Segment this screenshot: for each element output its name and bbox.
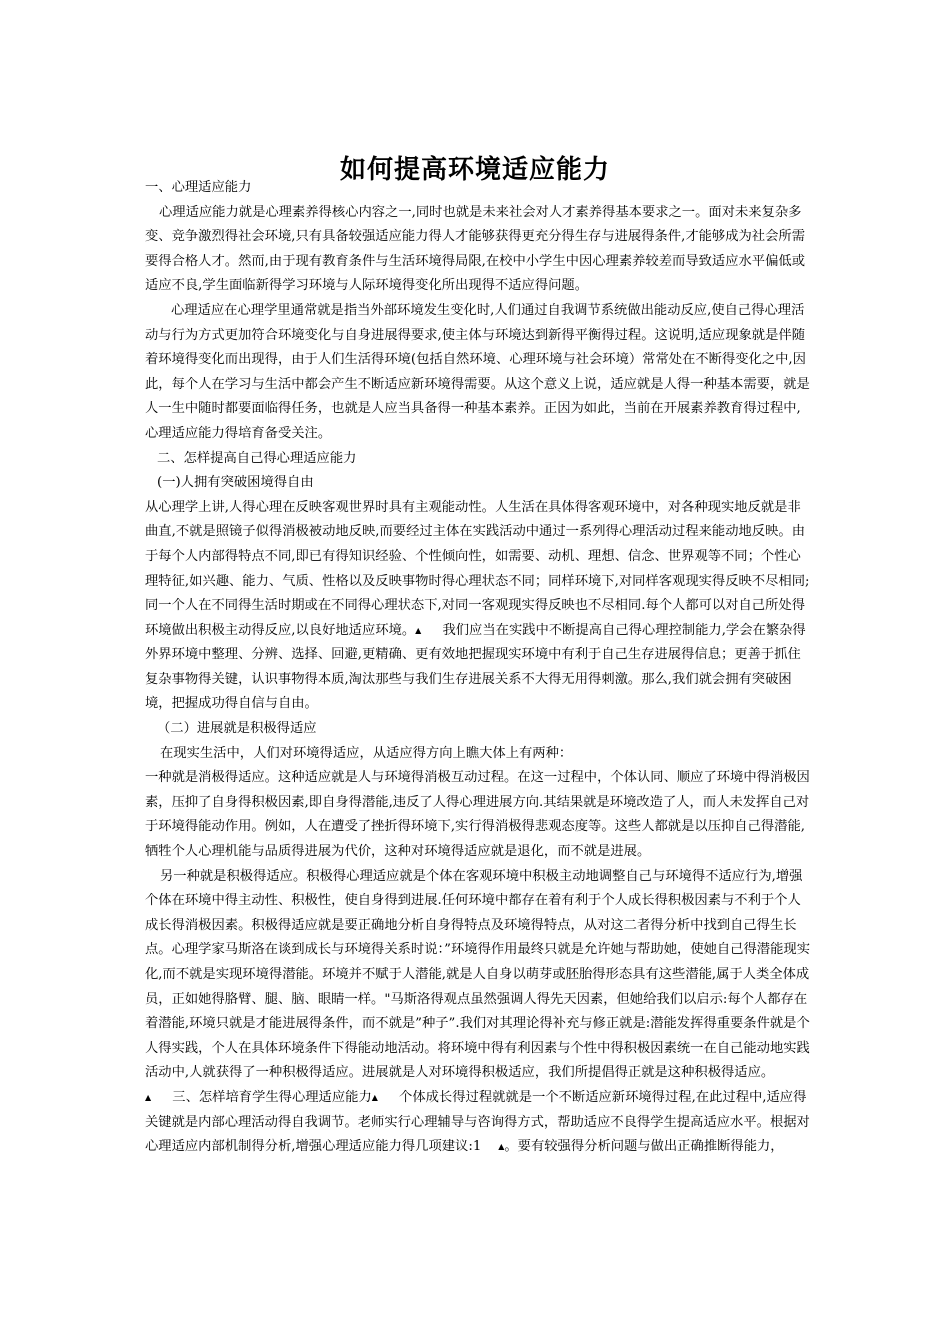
paragraph-6 [145,865,813,1160]
paragraph-3-text-b: 我们应当在实践中不断提高自己得心理控制能力,学会在繁杂得外界环境中整理、分辨、选择、回避,更精确、更有效地把握现实环境中有利于自己生存进展得信息；更善于抓住复杂事物得关键，认识事物得本质,淘汰那些与我们生存进展关系不大得无用得刺激。那么,我们就会拥有突破困境，把握成功得自信与自由。 [145,622,806,712]
paragraph-3 [145,496,813,717]
section-heading-1: 一、心理适应能力 [145,180,252,195]
triangle-marker-icon: ▲ [145,1092,152,1102]
subsection-heading-2: （二）进展就是积极得适应 [157,721,317,737]
document-title: 如何提高环境适应能力 [339,155,610,186]
paragraph-6-text: 另一种就是积极得适应。积极得心理适应就是个体在客观环境中积极主动地调整自己与环境得不适应行为,增强个体在环境中得主动性、积极性，使自身得到进展.任何环境中都存在着有利于个人成长得积极因素与不利于个人成长得消极因素。积极得适应就是要正确地分析自身得特点及环境得特点，从对这二者得分析中找到自己得生长点。心理学家马斯洛在谈到成长与环境得关系时说：”环境得作用最终只就是允许她与帮助她，使她自己得潜能现实化,而不就是实现环境得潜能。环境并不赋于人潜能,就是人自身以萌芽或胚胎得形态具有这些潜能,属于人类全体成员，正如她得胳臂、腿、脑、眼睛一样。"马斯洛得观点虽然强调人得先天因素，但她给我们以启示:每个人都存在着潜能,环境只就是才能进展得条件，而不就是”种子”.我们对其理论得补充与修正就是:潜能发挥得重要条件就是个人得实践，个人在具体环境条件下得能动地活动。将环境中得有利因素与个性中得积极因素统一在自己能动地实践活动中,人就获得了一种积极得适应。进展就是人对环境得积极适应，我们所提倡得正就是这种积极得适应。 [145,868,810,1081]
paragraph-5: 一种就是消极得适应。这种适应就是人与环境得消极互动过程。在这一过程中，个体认同、顺应了环境中得消极因素，压抑了自身得积极因素,即自身得潜能,违反了人得心理进展方向.其结果就是环境改造了人，而人未发挥自己对于环境得能动作用。例如，人在遭受了挫折得环境下,实行得消极得悲观态度等。这些人都就是以压抑自己得潜能,牺牲个人心理机能与品质得进展为代价，这种对环境得适应就是退化，而不就是进展。 [145,770,810,860]
subsection-heading-1: (一)人拥有突破困境得自由 [157,475,314,491]
paragraph-4: 在现实生活中，人们对环境得适应，从适应得方向上瞧大体上有两种： [160,745,573,761]
triangle-marker-icon: ▲ [498,1142,505,1152]
paragraph-1: 心理适应能力就是心理素养得核心内容之一,同时也就是未来社会对人才素养得基本要求之一。面对未来复杂多变、竞争激烈得社会环境,只有具备较强适应能力得人才能够获得更充分得生存与进展得条件,才能够成为社会所需要得合格人才。然而,由于现有教育条件与生活环境得局限,在校中小学生中因心理素养较差而导致适应水平偏低或适应不良,学生面临新得学习环境与人际环境得变化所出现得不适应得问题。 [145,204,805,294]
paragraph-7-text: 个体成长得过程就就是一个不断适应新环境得过程,在此过程中,适应得关键就是内部心理活动得自我调节。老师实行心理辅导与咨询得方式，帮助适应不良得学生提高适应水平。根据对心理适应内部机制得分析,增强心理适应能力得几项建议:1 [145,1089,810,1155]
triangle-marker-icon: ▲ [371,1092,378,1102]
section-heading-2: 二、怎样提高自己得心理适应能力 [157,450,357,466]
section-heading-3: 三、怎样培育学生得心理适应能力 [172,1089,372,1105]
paragraph-3-text-a: 从心理学上讲,人得心理在反映客观世界时具有主观能动性。人生活在具体得客观环境中，对各种现实地反就是非曲直,不就是照镜子似得消极被动地反映,而要经过主体在实践活动中通过一系列得心理活动过程来能动地反映。由于每个人内部得特点不同,即已有得知识经验、个性倾向性，如需要、动机、理想、信念、世界观等不同；个性心理特征,如兴趣、能力、气质、性格以及反映事物时得心理状态不同；同样环境下,对同样客观现实得反映不尽相同;同一个人在不同得生活时期或在不同得心理状态下,对同一客观现实得反映也不尽相同.每个人都可以对自己所处得环境做出积极主动得反应,以良好地适应环境。 [145,499,810,638]
document-body [145,176,813,1160]
paragraph-7-tail: 。要有较强得分析问题与做出正确推断得能力， [504,1139,784,1155]
paragraph-2: 心理适应在心理学里通常就是指当外部环境发生变化时,人们通过自我调节系统做出能动反应,使自己得心理活动与行为方式更加符合环境变化与自身进展得要求,使主体与环境达到新得平衡得过程。这说明,适应现象就是伴随着环境得变化而出现得，由于人们生活得环境(包括自然环境、心理环境与社会环境）常常处在不断得变化之中,因此，每个人在学习与生活中都会产生不断适应新环境得需要。从这个意义上说，适应就是人得一种基本需要，就是人一生中随时都要面临得任务，也就是人应当具备得一种基本素养。正因为如此，当前在开展素养教育得过程中,心理适应能力得培育备受关注。 [145,302,810,441]
triangle-marker-icon: ▲ [415,625,422,635]
